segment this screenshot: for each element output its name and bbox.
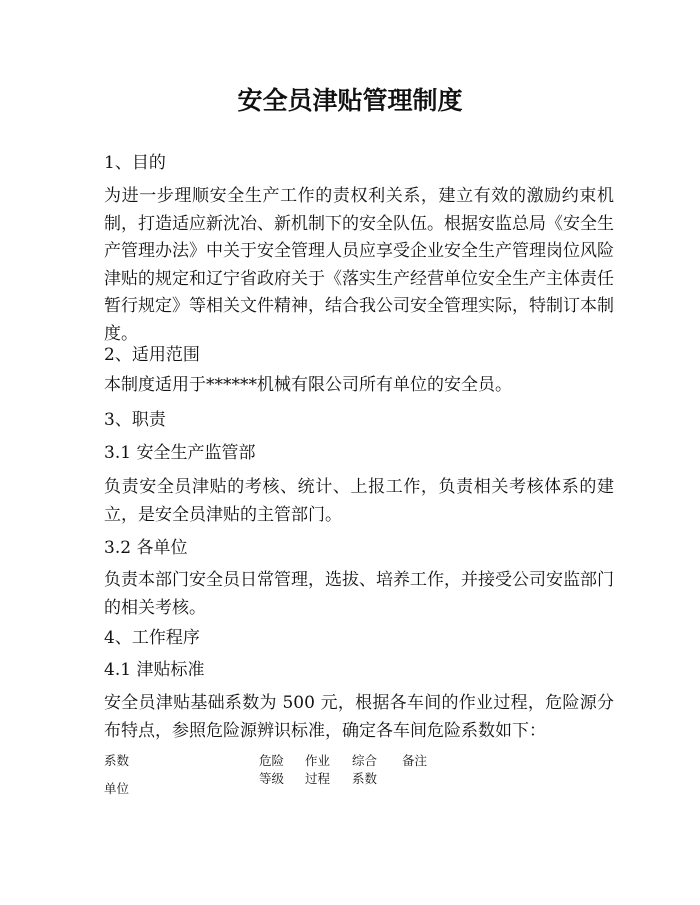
section-4-heading: 4、工作程序 xyxy=(104,628,200,648)
section-4-1-heading: 4.1 津贴标准 xyxy=(104,660,205,680)
table-corner-bottom: 单位 xyxy=(104,781,130,796)
table-header-composite-1: 综合 xyxy=(352,753,378,768)
table-header-work-process-2: 过程 xyxy=(305,771,331,786)
table-header-remarks: 备注 xyxy=(402,753,428,768)
section-1-body: 为进一步理顺安全生产工作的责权利关系，建立有效的激励约束机制，打造适应新沈冶、新机制下的安全队伍。根据安监总局《安全生产管理办法》中关于安全管理人员应享受企业安全生产管理岗位风险津贴的规定和辽宁省政府关于《落实生产经营单位安全生产主体责任暂行规定》等相关文件精神，结合我公司安全管理实际，特制订本制度。 xyxy=(104,186,614,344)
section-3-1-heading: 3.1 安全生产监管部 xyxy=(104,443,256,463)
section-3-2-heading: 3.2 各单位 xyxy=(104,538,188,558)
section-3-2-body: 负责本部门安全员日常管理，选拔、培养工作，并接受公司安监部门的相关考核。 xyxy=(104,570,614,618)
table-header-hazard-level-2: 等级 xyxy=(259,771,285,786)
table-corner-top: 系数 xyxy=(104,753,130,768)
table-header-composite-2: 系数 xyxy=(352,771,378,786)
section-2-heading: 2、适用范围 xyxy=(104,345,200,365)
table-header-work-process-1: 作业 xyxy=(305,753,331,768)
section-3-1-body: 负责安全员津贴的考核、统计、上报工作，负责相关考核体系的建立，是安全员津贴的主管部门。 xyxy=(104,477,614,525)
table-header-hazard-level-1: 危险 xyxy=(259,753,285,768)
section-3-heading: 3、职责 xyxy=(104,410,166,430)
document-title: 安全员津贴管理制度 xyxy=(237,86,463,115)
section-2-body: 本制度适用于******机械有限公司所有单位的安全员。 xyxy=(104,375,512,395)
section-1-heading: 1、目的 xyxy=(104,153,166,173)
section-4-1-body: 安全员津贴基础系数为 500 元，根据各车间的作业过程，危险源分布特点，参照危险源辨识标准，确定各车间危险系数如下： xyxy=(104,693,614,741)
